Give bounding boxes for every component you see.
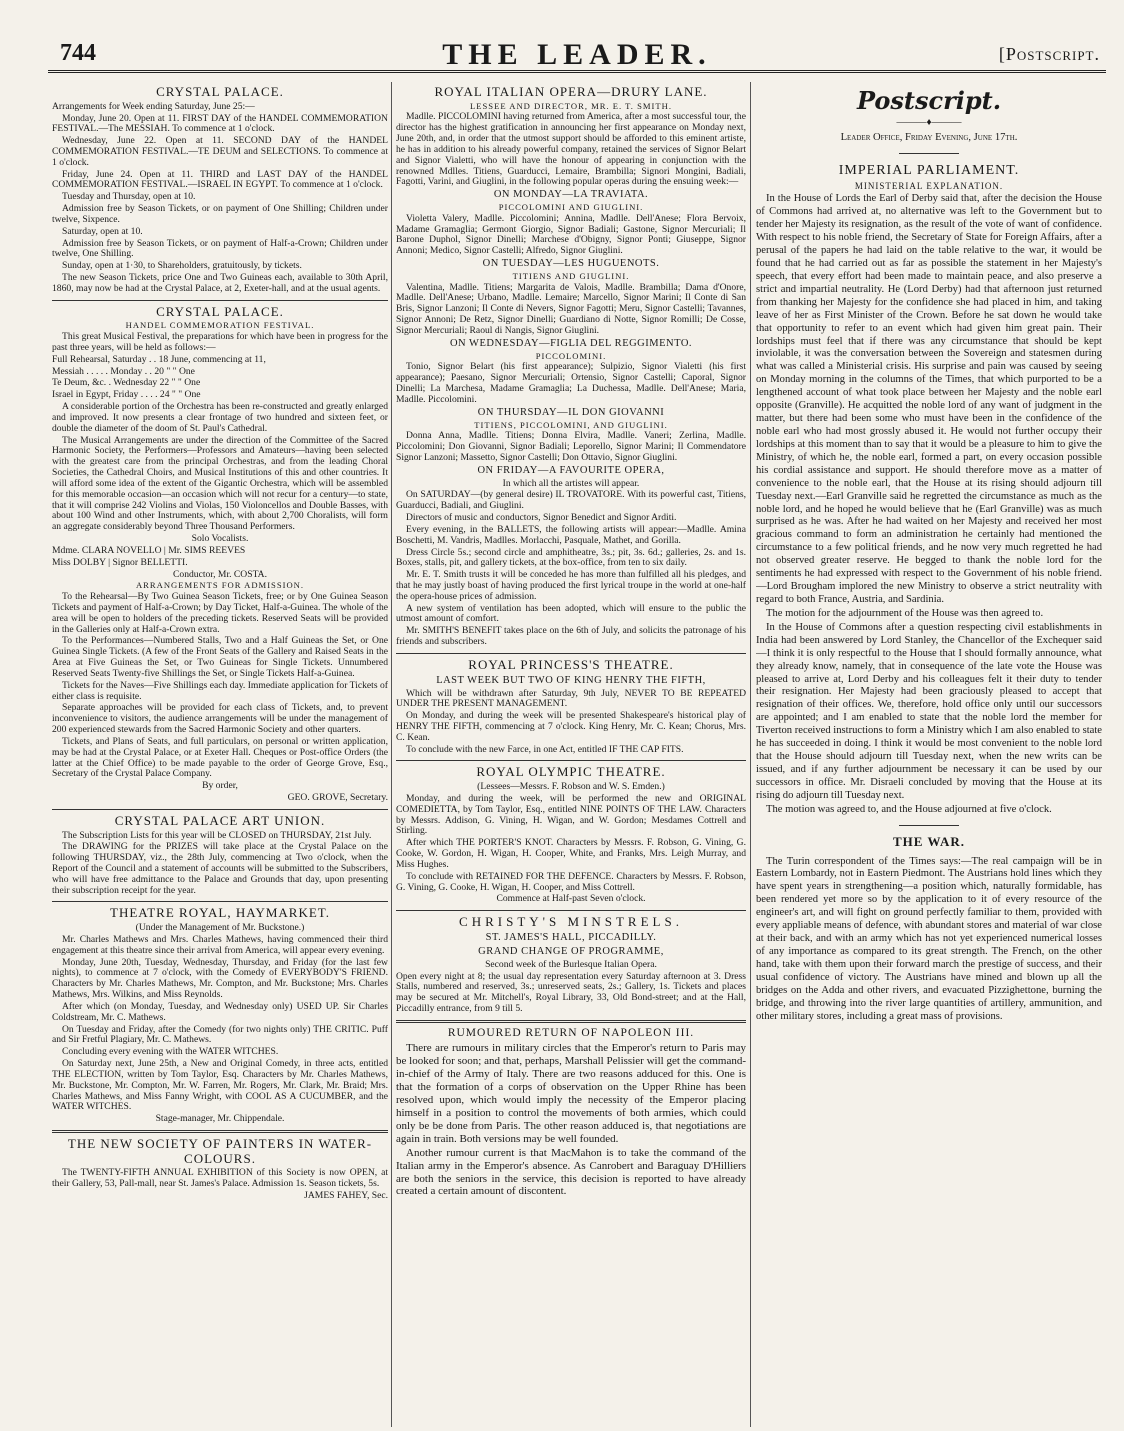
paragraph: Madlle. PICCOLOMINI having returned from America, after a most successful tour, the director has the highest gratification in announcing her first appearance on Monday next, June 20th, and, in order that the utmost support should be afforded to this eminent artiste, he has in addition to his already powerful company, retained the services of Signor Belart and Signor Vialetti, who will have the honour of appearing in conjunction with the renowned Mdlles. Titiens, Guarducci, Lemaire, Brambilla; Signori Mongini, Badiali, Fagotti, Varini, and Giuglini, in the following popular operas during the ensuing week:— (396, 111, 746, 188)
paragraph: The TWENTY-FIFTH ANNUAL EXHIBITION of this Society is now OPEN, at their Gallery, 53, Pall-mall, near St. James's Palace. Admission 1s. Season tickets, 5s. (52, 1167, 388, 1190)
paragraph: Open every night at 8; the usual day representation every Saturday afternoon at 3. Dress Stalls, numbered and reserved, 3s.; unreserved seats, 2s.; Gallery, 1s. Tickets and places may be secured at Mr. Mitchell's, Royal Library, 33, Old Bond-street; and at the Hall, Piccadilly entrance, from 9 till 5. (396, 970, 746, 1014)
column-1 (52, 82, 388, 1427)
paragraph: Donna Anna, Madlle. Titiens; Donna Elvira, Madlle. Vaneri; Zerlina, Madlle. Piccolomini; Don Giovanni, Signor Badiali; Leporello, Signor Marini; Il Commendatore Signor Lanzoni; Massetto, Signor Castelli; Don Ottavio, Signor Giuglini. (396, 430, 746, 463)
paragraph: On Monday, and during the week will be presented Shakespeare's historical play of HENRY THE FIFTH, commencing at 7 o'clock. King Henry, Mr. C. Kean; Chorus, Mrs. C. Kean. (396, 710, 746, 743)
heading-imperial-parliament: IMPERIAL PARLIAMENT. (838, 163, 1020, 179)
divider (52, 300, 388, 301)
paragraph: Sunday, open at 1·30, to Shareholders, gratuitously, by tickets. (62, 260, 302, 272)
by-order: By order, (202, 780, 238, 792)
conductor-line: Conductor, Mr. COSTA. (173, 568, 267, 580)
subheading: ARRANGEMENTS FOR ADMISSION. (135, 580, 305, 591)
paragraph: The Subscription Lists for this year will be CLOSED on THURSDAY, 21st July. (62, 829, 372, 841)
subheading: ON FRIDAY—A FAVOURITE OPERA, (477, 464, 665, 476)
subheading: HANDEL COMMEMORATION FESTIVAL. (125, 320, 315, 331)
paragraph: The Musical Arrangements are under the direction of the Committee of the Sacred Harmonic Society, the Performers—Professors and Amateurs—having been selected with the greatest care from the principal Orchestras, and from the leading Choral Societies, the Cathedral Choirs, and Musical Institutions of this and other countries. It will afford some idea of the extent of the Gigantic Orchestra, which will be assembled for this memorable occasion—an occasion which will not recur for a century—to state, that it will comprise 242 Violins and Violas, 150 Violoncellos and Double Basses, with about 100 Wind and other Instruments, which, with about 2,700 Choralists, will form an aggregate considerably beyond Three Thousand Performers. (52, 434, 388, 533)
paragraph: On SATURDAY—(by general desire) IL TROVATORE. With its powerful cast, Titiens, Guarducci, Badiali, and Giuglini. (396, 489, 746, 512)
paragraph: After which (on Monday, Tuesday, and Wednesday only) USED UP. Sir Charles Coldstream, Mr. C. Mathews. (52, 1000, 388, 1023)
subheading: MINISTERIAL EXPLANATION. (854, 181, 1004, 192)
paragraph: Saturday, open at 10. (62, 225, 143, 237)
paragraph: The Turin correspondent of the Times says:—The real campaign will be in Eastern Lombardy, not in Eastern Piedmont. The Austrians hold lines which they have spent years in strengthening—a position which, naturally formidable, has been rendered yet more so by the application to it of every resource of the engineer's art, and will fight on ground perfectly familiar to them, provided with every appliable means of defence, with abundant stores and material of war close at their back, and with an army which has not yet experienced numerical losses of any importance as compared to its great strength. The French, on the other hand, take with them upon their forward march the prestige of success, and their usual confidence of victory. The Austrians have mined and blown up all the bridges on the Adda and other rivers, and evacuated Pizzighettone, burning the bridge, and throwing into the river large quantities of artillery, ammunition, and other military stores, including a great mass of provisions. (756, 855, 1102, 1022)
subheading: TITIENS AND GIUGLINI. (512, 270, 630, 281)
paragraph: Directors of music and conductors, Signor Benedict and Signor Arditi. (406, 512, 677, 524)
heading-art-union: CRYSTAL PALACE ART UNION. (114, 812, 326, 828)
heading-theatre-royal: THEATRE ROYAL, HAYMARKET. (110, 905, 330, 921)
subheading: TITIENS, PICCOLOMINI, AND GIUGLINI. (474, 419, 668, 430)
subheading: PICCOLOMINI AND GIUGLINI. (498, 202, 644, 213)
heading-royal-olympic: ROYAL OLYMPIC THEATRE. (476, 764, 666, 780)
paragraph: Mr. SMITH'S BENEFIT takes place on the 6th of July, and solicits the patronage of his friends and subscribers. (396, 625, 746, 648)
paragraph: Mr. E. T. Smith trusts it will be conceded he has more than fulfilled all his pledges, and that he may justly boast of having produced the first lyrical troupe in the world at one-half the opera-house prices of admission. (396, 569, 746, 602)
paragraph: The motion for the adjournment of the House was then agreed to. (766, 607, 1044, 619)
paragraph: Every evening, in the BALLETS, the following artists will appear:—Madlle. Amina Boschetti, M. Vandris, Madlles. Morlacchi, Pasquale, Mathet, and Gorilla. (396, 523, 746, 546)
paragraph: Dress Circle 5s.; second circle and amphitheatre, 3s.; pit, 3s. 6d.; galleries, 2s. and 1s. Boxes, stalls, pit, and gallery tickets, at the box-office, from ten to six daily. (396, 546, 746, 569)
paragraph: To the Rehearsal—By Two Guinea Season Tickets, free; or by One Guinea Season Tickets and payment of Half-a-Crown; by Day Ticket, Half-a-Guinea. The whole of the area will be open to holders of the preceding tickets. Reserved Seats will be provided in the Galleries only at Half-a-Crown extra. (52, 591, 388, 635)
paragraph: Friday, June 24. Open at 11. THIRD and LAST DAY of the HANDEL COMMEMORATION FESTIVAL.—ISRAEL IN EGYPT. To commence at 1 o'clock. (52, 168, 388, 191)
divider (396, 910, 746, 911)
page-number: 744 (60, 40, 96, 66)
postscript-title: Postscript. (856, 86, 1002, 115)
subheading: ON TUESDAY—LES HUGUENOTS. (482, 258, 660, 270)
paragraph: In the House of Lords the Earl of Derby said that, after the decision the House of Commons had arrived at, no alternative was left to the Government but to tender her Majesty its resignation, as the result of the vote of want of confidence. With respect to his noble friend, the Secretary of State for Foreign Affairs, after a perusal of the papers he had laid on the table relative to the war, it would be found that he had carried out as far as possible the statement in her Majesty's speech, that every effort had been made to maintain peace, and also preserve a strict and impartial neutrality. He (Lord Derby) had that afternoon just returned from thanking her Majesty for the confidence she had placed in him, and taking leave of her as First Minister of the Crown. Before he sat down he would take that opportunity to refer to an event which had given him great pain. Their lordships must feel that if there was any circumstance that should be kept inviolable, it was the conversation between the Sovereign and statesmen during what was called a Ministerial crisis. His surprise and pain was caused by seeing on Monday morning in the columns of the Times, that which purported to be a lengthened account of what took place between her Majesty and the noble earl opposite (Granville). He acquitted the noble lord of any want of judgment in the matter, but there had been some who must have been in the confidence of the noble earl who had most grossly abused it. He would not further occupy their lordships at this moment than to say that it would be a pleasure to him to give the Ministry, of which he, the noble earl, formed a part, on every occasion possible his cordial assistance and support. He should therefore move as a matter of convenience to the noble earl, that the House at its rising should adjourn till Tuesday next.—Earl Granville said he regretted the circumstance as much as the noble lord, and he hoped he would believe that he (Earl Granville) was as much surprised as he was. After he had waited on her Majesty and received her most gracious command to form an administration he certainly had mentioned the circumstance to a few political friends, and he now very much regretted he had not observed greater reserve. He begged to thank the noble lord for the sentiments he had expressed with respect to the Government of his noble friend.—Lord Brougham implored the new Ministry to observe a strict neutrality with regard to both France, Austria, and Sardinia. (756, 193, 1102, 605)
subheading: In which all the artistes will appear. (502, 477, 640, 489)
divider (52, 1130, 388, 1133)
subheading: LAST WEEK BUT TWO OF KING HENRY THE FIFTH, (436, 674, 706, 686)
paragraph: Concluding every evening with the WATER WITCHES. (62, 1046, 279, 1058)
signature: JAMES FAHEY, Sec. (304, 1190, 388, 1202)
subheading: GRAND CHANGE OF PROGRAMME, (478, 945, 664, 957)
paragraph: To conclude with the new Farce, in one Act, entitled IF THE CAP FITS. (406, 743, 684, 755)
divider (396, 653, 746, 654)
heading-the-war: THE WAR. (892, 833, 966, 849)
paragraph: Separate approaches will be provided for each class of Tickets, and, to prevent inconvenience to visitors, the audience arrangements will be under the management of 200 experienced stewards from the Sacred Harmonic Society and other quarters. (52, 702, 388, 736)
dateline: Leader Office, Friday Evening, June 17th. (840, 132, 1018, 144)
subheading: LESSEE AND DIRECTOR, MR. E. T. SMITH. (470, 100, 672, 111)
column-rule (391, 82, 392, 1427)
subheading: (Under the Management of Mr. Buckstone.) (135, 922, 305, 934)
signature: Stage-manager, Mr. Chippendale. (155, 1113, 285, 1125)
paragraph: This great Musical Festival, the preparations for which have been in progress for the past three years, will be held as follows:— (52, 331, 388, 353)
signature: GEO. GROVE, Secretary. (287, 791, 388, 803)
subheading: Second week of the Burlesque Italian Opera. (485, 958, 657, 970)
solo-vocalists-label: Solo Vocalists. (191, 533, 249, 545)
subheading: ST. JAMES'S HALL, PICCADILLY. (485, 931, 657, 943)
divider (396, 760, 746, 761)
paragraph: Admission free by Season Tickets, or on payment of One Shilling; Children under twelve, Sixpence. (52, 203, 388, 225)
paragraph: Arrangements for Week ending Saturday, June 25:— (52, 100, 255, 112)
paragraph: Mr. Charles Mathews and Mrs. Charles Mathews, having commenced their third engagement at this theatre since their arrival from America, will appear every evening. (52, 933, 388, 956)
subheading: ON MONDAY—LA TRAVIATA. (493, 189, 649, 201)
paragraph: Tonio, Signor Belart (his first appearance); Sulpizio, Signor Vialetti (his first appearance); Paesano, Signor Mercuriali; Ortensio, Signor Castelli; Caporal, Signor Dinelli; La Marchesa, Madame Gramaglia; La Duchessa, Madlle. Dell'Anese; Maria, Madlle. Piccolomini. (396, 361, 746, 405)
paragraph: The DRAWING for the PRIZES will take place at the Crystal Palace on the following THURSDAY, viz., the 28th July, commencing at Two o'clock, when the Report of the Council and a statement of accounts will be submitted to the Subscribers, who will have free admittance to the Palace and Grounds that day, upon presenting their subscription receipt for the year. (52, 841, 388, 896)
paragraph: Tickets, and Plans of Seats, and full particulars, on personal or written application, may be had at the Crystal Palace, or at Exeter Hall. Cheques or Post-office Orders (the latter at the Chief Office) to be made payable to the order of George Grove, Esq., Secretary of the Crystal Palace Company. (52, 735, 388, 780)
heading-christys-minstrels: CHRISTY'S MINSTRELS. (459, 914, 683, 930)
paragraph: To conclude with RETAINED FOR THE DEFENCE. Characters by Messrs. F. Robson, G. Vining, G. Cooke, H. Wigan, H. Cooper, and Miss Cottrell. (396, 870, 746, 893)
paragraph: Commence at Half-past Seven o'clock. (496, 893, 646, 905)
paragraph: On Tuesday and Friday, after the Comedy (for two nights only) THE CRITIC. Puff and Sir Fretful Plagiary, Mr. C. Mathews. (52, 1023, 388, 1046)
paragraph: Valentina, Madlle. Titiens; Margarita de Valois, Madlle. Brambilla; Dama d'Onore, Madlle. Dell'Anese; Urbano, Madlle. Lemaire; Marcello, Signor Marini; Il Conte di San Bris, Signor Lanzoni; Il Conte di Nevers, Signor Fagotti; Meru, Signor Castelli; Tavannes, Signor Annoni; De Retz, Signor Dinelli; Guardiano di Notte, Signor Romilli; De Cosse, Signor Mercuriali; Raoul di Nangis, Signor Giuglini. (396, 281, 746, 336)
paragraph: Monday, and during the week, will be performed the new and ORIGINAL COMEDIETTA, by Tom Taylor, Esq., entitled NINE POINTS OF THE LAW. Characters by Messrs. Addison, G. Vining, H. Wigan, and W. Gordon; Mesdames Cottrell and Stirling. (396, 793, 746, 837)
newspaper-title: THE LEADER. (442, 38, 712, 71)
paragraph: Tickets for the Naves—Five Shillings each day. Immediate application for Tickets of either class is requisite. (52, 679, 388, 702)
paragraph: To the Performances—Numbered Stalls, Two and a Half Guineas the Set, or One Guinea Single Tickets. (A few of the Front Seats of the Gallery and Raised Seats in the Area at Five Guineas the Set, or Two Guineas for Single Tickets. Unnumbered Reserved Seats Twenty-five Shillings the Set, or Single Tickets Half-a-Guinea. (52, 635, 388, 679)
vocalists-line: Mdme. CLARA NOVELLO | Mr. SIMS REEVES (52, 544, 246, 556)
ornament-divider: ———♦——— (896, 117, 962, 129)
subheading: PICCOLOMINI. (535, 350, 607, 361)
divider (52, 901, 388, 902)
paragraph: Which will be withdrawn after Saturday, 9th July, NEVER TO BE REPEATED UNDER THE PRESENT MANAGEMENT. (396, 687, 746, 710)
schedule-line: Messiah . . . . . Monday . . 20 " " One (52, 365, 195, 377)
schedule-line: Te Deum, &c. . Wednesday 22 " " One (52, 377, 201, 389)
heading-royal-italian-opera: ROYAL ITALIAN OPERA—DRURY LANE. (434, 84, 708, 99)
schedule-line: Full Rehearsal, Saturday . . 18 June, commencing at 11, (52, 353, 266, 365)
heading-crystal-palace-festival: CRYSTAL PALACE. (156, 303, 284, 319)
section-label: [Postscript. (998, 44, 1100, 64)
paragraph: Admission free by Season Tickets, or on payment of Half-a-Crown; Children under twelve, One Shilling. (52, 237, 388, 260)
paragraph: Tuesday and Thursday, open at 10. (62, 191, 196, 203)
paragraph: Violetta Valery, Madlle. Piccolomini; Annina, Madlle. Dell'Anese; Flora Bervoix, Madame Gramaglia; Germont Giorgio, Signor Badiali; Gastone, Signor Mercuriali; Il Barone Duphol, Signor Dinelli; Marchese d'Obigny, Signor Ponti; Giuseppe, Signor Annoni; Medico, Signor Castelli; Alfredo, Signor Giuglini. (396, 212, 746, 257)
paragraph: Wednesday, June 22. Open at 11. SECOND DAY of the HANDEL COMMEMORATION FESTIVAL.—TE DEUM and SELECTIONS. To commence at 1 o'clock. (52, 135, 388, 168)
heading-royal-princess: ROYAL PRINCESS'S THEATRE. (468, 656, 674, 672)
subheading: (Lessees—Messrs. F. Robson and W. S. Emden.) (477, 781, 665, 793)
subheading: ON THURSDAY—IL DON GIOVANNI (477, 406, 665, 418)
heading-new-society: THE NEW SOCIETY OF PAINTERS IN WATER-COLOURS. (67, 1136, 373, 1166)
paragraph: Monday, June 20. Open at 11. FIRST DAY of the HANDEL COMMEMORATION FESTIVAL.—The MESSIAH. To commence at 1 o'clock. (52, 112, 388, 135)
heading-crystal-palace: CRYSTAL PALACE. (156, 84, 284, 99)
column-3 (756, 82, 1102, 1427)
paragraph: The motion was agreed to, and the House adjourned at five o'clock. (766, 803, 1052, 815)
divider (899, 153, 959, 154)
paragraph: There are rumours in military circles that the Emperor's return to Paris may be looked for soon; and that, perhaps, Marshall Pelissier will get the command-in-chief of the Army of Italy. There are two reasons adduced for this. One is that the formation of a corps of observation on the Upper Rhine has been resolved upon, which would imply the necessity of the Emperor placing himself in a position to control the movements of both armies, which could only be be done from Paris. The other reason adduced is, that negotiations are again in train. Both versions may be well founded. (396, 1041, 746, 1145)
paragraph: After which THE PORTER'S KNOT. Characters by Messrs. F. Robson, G. Vining, G. Cooke, W. Gordon, H. Wigan, H. Cooper, White, and Franks, Mrs. Leigh Murray, and Miss Hughes. (396, 837, 746, 870)
paragraph: On Saturday next, June 25th, a New and Original Comedy, in three acts, entitled THE ELECTION, written by Tom Taylor, Esq. Characters by Mr. Charles Mathews, Mr. Buckstone, Mr. Compton, Mr. W. Farren, Mr. Rogers, Mr. Clark, Mr. Braid; Mrs. Charles Mathews, and Miss Fanny Wright, with COOL AS A CUCUMBER, and the WATER WITCHES. (52, 1058, 388, 1113)
subheading: ON WEDNESDAY—FIGLIA DEL REGGIMENTO. (449, 337, 693, 349)
paragraph: Monday, June 20th, Tuesday, Wednesday, Thursday, and Friday (for the last few nights), to commence at 7 o'clock, with the Comedy of EVERYBODY'S FRIEND. Characters by Mr. Charles Mathews, Mr. Compton, and Mr. Buckstone; Mrs. Charles Mathews, Mrs. Wilkins, and Miss Reynolds. (52, 956, 388, 1001)
paragraph: The new Season Tickets, price One and Two Guineas each, available to 30th April, 1860, may now be had at the Crystal Palace, at 2, Exeter-hall, and at the usual agents. (52, 272, 388, 294)
paragraph: In the House of Commons after a question respecting civil establishments in India had been answered by Lord Stanley, the Chancellor of the Exchequer said—I think it is only respectful to the House that I should formally announce, what they already know, namely, that in consequence of the late vote the House was pleased to arrive at, Lord Derby and his colleagues felt it their duty to tender their resignation. Her Majesty had been graciously pleased to accept that resignation of their offices. We, therefore, hold office only until our successors are appointed; and I am enabled to state that the noble lord the member for Tiverton received instructions to form a Ministry which I am also enabled to state he has succeeded in doing. I think it would be most convenient to the noble lord that the House should adjourn till Tuesday next, when the new writs can be issued, and if any further adjournment be necessary it can be used by our successors in office. Mr. Disraeli concluded by moving that the House at its rising do adjourn till Tuesday next. (756, 621, 1102, 801)
column-rule (750, 82, 751, 1427)
vocalists-line: Miss DOLBY | Signor BELLETTI. (52, 556, 188, 568)
paragraph: A new system of ventilation has been adopted, which will ensure to the public the utmost amount of comfort. (396, 602, 746, 625)
column-2 (396, 82, 746, 1427)
heading-rumoured-return: RUMOURED RETURN OF NAPOLEON III. (447, 1026, 695, 1039)
divider (52, 809, 388, 810)
schedule-line: Israel in Egypt, Friday . . . . 24 " " One (52, 389, 201, 401)
paragraph: Another rumour current is that MacMahon is to take the command of the Italian army in the Emperor's absence. As Canrobert and Baraguay D'Hilliers are both the seniors in the service, this decision is reported to have already created a certain amount of discontent. (396, 1146, 746, 1198)
divider (396, 1020, 746, 1023)
divider (899, 825, 959, 826)
masthead (48, 40, 1106, 73)
paragraph: A considerable portion of the Orchestra has been re-constructed and greatly enlarged and improved. It now presents a clear frontage of two hundred and sixteen feet, or double the diameter of the doom of St. Paul's Cathedral. (52, 401, 388, 434)
